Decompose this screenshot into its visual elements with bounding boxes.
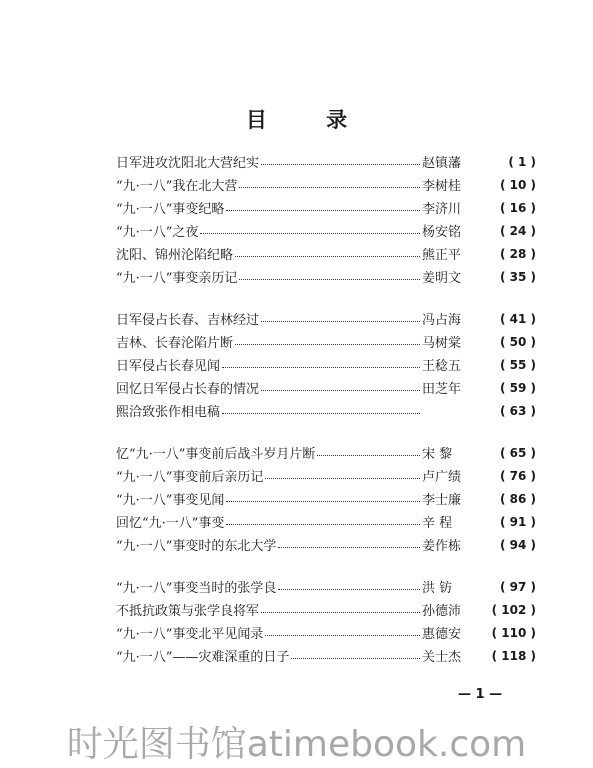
toc-entry xyxy=(116,353,536,376)
toc-entry xyxy=(116,376,536,399)
entry-page-number: ( 10 ) xyxy=(499,177,536,192)
entry-author: 李士廉 xyxy=(422,493,462,508)
entry-title: 不抵抗政策与张学良将军 xyxy=(116,604,260,619)
entry-page-number: ( 94 ) xyxy=(499,537,536,552)
entry-page-number: ( 59 ) xyxy=(499,380,536,395)
entry-page-number: ( 16 ) xyxy=(499,200,536,215)
toc-entry xyxy=(116,575,536,598)
dot-leader xyxy=(235,256,420,257)
entry-page-number: ( 65 ) xyxy=(499,445,536,460)
entry-page-number: ( 50 ) xyxy=(499,334,536,349)
toc-entry xyxy=(116,621,536,644)
entry-title: 忆“九·一八”事变前后战斗岁月片断 xyxy=(116,447,316,462)
toc-section xyxy=(116,575,536,667)
dot-leader xyxy=(265,635,420,636)
entry-author: 卢广绩 xyxy=(422,470,462,485)
toc-entry xyxy=(116,242,536,265)
dot-leader xyxy=(226,501,420,502)
dot-leader xyxy=(278,547,420,548)
entry-page-number: ( 86 ) xyxy=(499,491,536,506)
entry-title: “九·一八”事变当时的张学良 xyxy=(116,581,277,596)
entry-page-number: ( 91 ) xyxy=(499,514,536,529)
entry-author: 赵镇藩 xyxy=(422,156,462,171)
dot-leader xyxy=(261,164,420,165)
entry-author: 田芝年 xyxy=(422,382,462,397)
entry-page-number: ( 28 ) xyxy=(499,246,536,261)
toc-entry xyxy=(116,399,536,422)
entry-title: “九·一八”我在北大营 xyxy=(116,179,238,194)
entry-title: “九·一八”——灾难深重的日子 xyxy=(116,650,290,665)
toc-entry xyxy=(116,441,536,464)
entry-author: 冯占海 xyxy=(422,313,462,328)
entry-title: “九·一八”之夜 xyxy=(116,225,199,240)
toc-section xyxy=(116,307,536,422)
entry-page-number: ( 55 ) xyxy=(499,357,536,372)
entry-title: 吉林、长春沦陷片断 xyxy=(116,336,234,351)
entry-author: 孙德沛 xyxy=(422,604,462,619)
dot-leader xyxy=(317,455,420,456)
toc-entry xyxy=(116,265,536,288)
entry-page-number: ( 97 ) xyxy=(499,579,536,594)
entry-author: 李树桂 xyxy=(422,179,462,194)
entry-author: 李济川 xyxy=(422,202,462,217)
dot-leader xyxy=(222,413,420,414)
entry-page-number: ( 110 ) xyxy=(491,625,536,640)
entry-title: 沈阳、锦州沦陷纪略 xyxy=(116,248,234,263)
dot-leader xyxy=(200,233,420,234)
toc-entry xyxy=(116,173,536,196)
entry-page-number: ( 63 ) xyxy=(499,403,536,418)
toc-section xyxy=(116,441,536,556)
dot-leader xyxy=(222,367,420,368)
entry-author: 关士杰 xyxy=(422,650,462,665)
dot-leader xyxy=(265,478,420,479)
dot-leader xyxy=(235,344,420,345)
entry-page-number: ( 1 ) xyxy=(508,154,536,169)
dot-leader xyxy=(239,279,420,280)
toc-entry xyxy=(116,644,536,667)
dot-leader xyxy=(261,612,420,613)
entry-title: “九·一八”事变北平见闻录 xyxy=(116,627,264,642)
toc-entry xyxy=(116,510,536,533)
toc-entry xyxy=(116,196,536,219)
entry-author: 宋 黎 xyxy=(422,447,453,462)
table-of-contents xyxy=(116,150,536,667)
entry-page-number: ( 35 ) xyxy=(499,269,536,284)
entry-author: 辛 程 xyxy=(422,516,453,531)
entry-title: “九·一八”事变时的东北大学 xyxy=(116,539,277,554)
entry-author: 惠德安 xyxy=(422,627,462,642)
entry-title: 日军侵占长春、吉林经过 xyxy=(116,313,260,328)
watermark-text: 时光图书馆atimebook.com xyxy=(66,724,527,765)
entry-title: 日军进攻沈阳北大营纪实 xyxy=(116,156,260,171)
toc-entry xyxy=(116,487,536,510)
entry-title: 回忆“九·一八”事变 xyxy=(116,516,225,531)
toc-entry xyxy=(116,464,536,487)
toc-section xyxy=(116,150,536,288)
entry-page-number: ( 41 ) xyxy=(499,311,536,326)
entry-title: 熙洽致张作相电稿 xyxy=(116,405,221,420)
toc-entry xyxy=(116,219,536,242)
dot-leader xyxy=(261,390,420,391)
page-title: 目 录 xyxy=(245,108,374,132)
entry-title: 日军侵占长春见闻 xyxy=(116,359,221,374)
entry-page-number: ( 76 ) xyxy=(499,468,536,483)
entry-author: 马树棠 xyxy=(422,336,462,351)
entry-title: 回忆日军侵占长春的情况 xyxy=(116,382,260,397)
entry-title: “九·一八”事变见闻 xyxy=(116,493,225,508)
entry-author: 熊正平 xyxy=(422,248,462,263)
entry-title: “九·一八”事变纪略 xyxy=(116,202,225,217)
entry-title: “九·一八”事变亲历记 xyxy=(116,271,238,286)
entry-author: 姜作栋 xyxy=(422,539,462,554)
toc-entry xyxy=(116,533,536,556)
dot-leader xyxy=(226,210,420,211)
entry-author: 洪 钫 xyxy=(422,581,453,596)
entry-page-number: ( 118 ) xyxy=(491,648,536,663)
toc-entry xyxy=(116,150,536,173)
toc-entry xyxy=(116,598,536,621)
entry-author: 姜明文 xyxy=(422,271,462,286)
entry-author: 杨安铭 xyxy=(422,225,462,240)
entry-page-number: ( 24 ) xyxy=(499,223,536,238)
dot-leader xyxy=(239,187,420,188)
dot-leader xyxy=(226,524,420,525)
dot-leader xyxy=(261,321,420,322)
page-number: — 1 — xyxy=(458,687,503,702)
entry-title: “九·一八”事变前后亲历记 xyxy=(116,470,264,485)
toc-entry xyxy=(116,307,536,330)
dot-leader xyxy=(291,658,420,659)
dot-leader xyxy=(278,589,420,590)
entry-author: 王稔五 xyxy=(422,359,462,374)
entry-page-number: ( 102 ) xyxy=(491,602,536,617)
toc-entry xyxy=(116,330,536,353)
